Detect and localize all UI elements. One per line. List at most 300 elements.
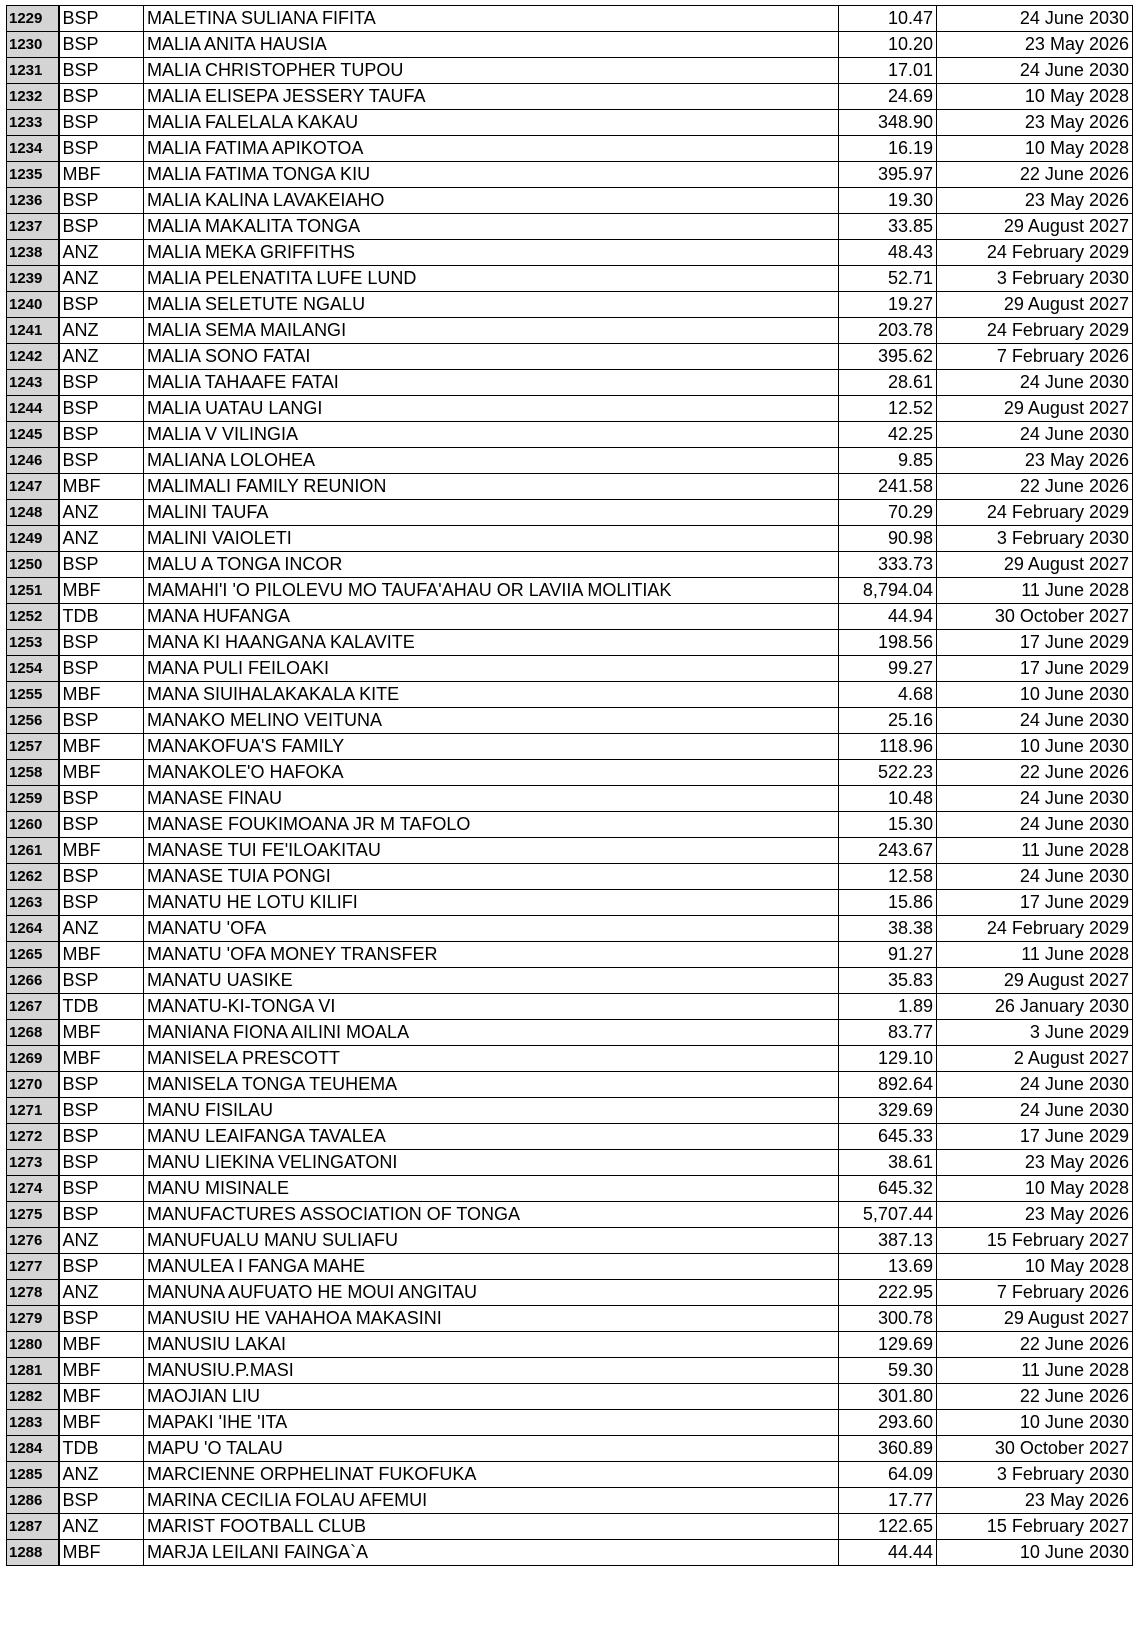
row-number-cell: 1238 [7, 240, 59, 266]
account-name-cell: MALIA ELISEPA JESSERY TAUFA [144, 84, 839, 110]
row-number-cell: 1281 [7, 1358, 59, 1384]
expiry-date-cell: 29 August 2027 [937, 1306, 1133, 1332]
row-number-cell: 1242 [7, 344, 59, 370]
table-row [7, 1150, 1133, 1176]
bank-code-cell: ANZ [59, 1228, 144, 1254]
account-name-cell: MANISELA PRESCOTT [144, 1046, 839, 1072]
bank-code-cell: BSP [59, 812, 144, 838]
bank-code-cell: BSP [59, 708, 144, 734]
bank-code-cell: MBF [59, 682, 144, 708]
account-name-cell: MALIA KALINA LAVAKEIAHO [144, 188, 839, 214]
amount-cell: 38.38 [839, 916, 937, 942]
amount-cell: 329.69 [839, 1098, 937, 1124]
bank-code-cell: MBF [59, 1540, 144, 1566]
row-number-cell: 1282 [7, 1384, 59, 1410]
expiry-date-cell: 7 February 2026 [937, 1280, 1133, 1306]
bank-code-cell: MBF [59, 734, 144, 760]
account-name-cell: MANASE FINAU [144, 786, 839, 812]
account-name-cell: MANU LEAIFANGA TAVALEA [144, 1124, 839, 1150]
bank-code-cell: ANZ [59, 318, 144, 344]
table-row [7, 1488, 1133, 1514]
bank-code-cell: BSP [59, 630, 144, 656]
expiry-date-cell: 29 August 2027 [937, 552, 1133, 578]
table-row [7, 188, 1133, 214]
row-number-cell: 1270 [7, 1072, 59, 1098]
amount-cell: 16.19 [839, 136, 937, 162]
row-number-cell: 1229 [7, 6, 59, 32]
account-name-cell: MALETINA SULIANA FIFITA [144, 6, 839, 32]
table-row [7, 1228, 1133, 1254]
amount-cell: 360.89 [839, 1436, 937, 1462]
bank-code-cell: MBF [59, 1046, 144, 1072]
table-row [7, 1072, 1133, 1098]
amount-cell: 12.52 [839, 396, 937, 422]
bank-code-cell: MBF [59, 474, 144, 500]
table-row [7, 110, 1133, 136]
row-number-cell: 1264 [7, 916, 59, 942]
bank-code-cell: BSP [59, 786, 144, 812]
table-row [7, 786, 1133, 812]
expiry-date-cell: 24 June 2030 [937, 422, 1133, 448]
amount-cell: 348.90 [839, 110, 937, 136]
row-number-cell: 1268 [7, 1020, 59, 1046]
account-name-cell: MALIA SEMA MAILANGI [144, 318, 839, 344]
table-row [7, 734, 1133, 760]
row-number-cell: 1286 [7, 1488, 59, 1514]
table-row [7, 136, 1133, 162]
table-row [7, 370, 1133, 396]
row-number-cell: 1254 [7, 656, 59, 682]
account-name-cell: MANASE TUI FE'ILOAKITAU [144, 838, 839, 864]
account-name-cell: MALINI TAUFA [144, 500, 839, 526]
table-row [7, 240, 1133, 266]
amount-cell: 8,794.04 [839, 578, 937, 604]
row-number-cell: 1250 [7, 552, 59, 578]
row-number-cell: 1230 [7, 32, 59, 58]
expiry-date-cell: 17 June 2029 [937, 890, 1133, 916]
bank-code-cell: TDB [59, 994, 144, 1020]
table-row [7, 890, 1133, 916]
amount-cell: 129.69 [839, 1332, 937, 1358]
expiry-date-cell: 24 June 2030 [937, 1098, 1133, 1124]
expiry-date-cell: 7 February 2026 [937, 344, 1133, 370]
table-row [7, 864, 1133, 890]
table-row [7, 1254, 1133, 1280]
row-number-cell: 1232 [7, 84, 59, 110]
table-row [7, 708, 1133, 734]
bank-code-cell: BSP [59, 422, 144, 448]
amount-cell: 222.95 [839, 1280, 937, 1306]
expiry-date-cell: 17 June 2029 [937, 630, 1133, 656]
account-name-cell: MARIST FOOTBALL CLUB [144, 1514, 839, 1540]
table-row [7, 58, 1133, 84]
table-row [7, 968, 1133, 994]
account-name-cell: MALIA MEKA GRIFFITHS [144, 240, 839, 266]
account-name-cell: MANATU UASIKE [144, 968, 839, 994]
bank-code-cell: BSP [59, 1488, 144, 1514]
row-number-cell: 1239 [7, 266, 59, 292]
account-name-cell: MALIA PELENATITA LUFE LUND [144, 266, 839, 292]
amount-cell: 9.85 [839, 448, 937, 474]
expiry-date-cell: 23 May 2026 [937, 188, 1133, 214]
expiry-date-cell: 24 February 2029 [937, 240, 1133, 266]
bank-code-cell: ANZ [59, 240, 144, 266]
table-row [7, 1540, 1133, 1566]
amount-cell: 10.47 [839, 6, 937, 32]
expiry-date-cell: 24 June 2030 [937, 58, 1133, 84]
bank-code-cell: MBF [59, 1020, 144, 1046]
expiry-date-cell: 17 June 2029 [937, 1124, 1133, 1150]
amount-cell: 17.01 [839, 58, 937, 84]
amount-cell: 395.97 [839, 162, 937, 188]
expiry-date-cell: 29 August 2027 [937, 396, 1133, 422]
table-body [7, 6, 1133, 1566]
expiry-date-cell: 3 June 2029 [937, 1020, 1133, 1046]
expiry-date-cell: 2 August 2027 [937, 1046, 1133, 1072]
row-number-cell: 1259 [7, 786, 59, 812]
bank-code-cell: BSP [59, 396, 144, 422]
amount-cell: 19.30 [839, 188, 937, 214]
row-number-cell: 1280 [7, 1332, 59, 1358]
expiry-date-cell: 10 May 2028 [937, 84, 1133, 110]
amount-cell: 15.86 [839, 890, 937, 916]
amount-cell: 333.73 [839, 552, 937, 578]
bank-code-cell: MBF [59, 1384, 144, 1410]
account-name-cell: MANA KI HAANGANA KALAVITE [144, 630, 839, 656]
expiry-date-cell: 23 May 2026 [937, 448, 1133, 474]
table-row [7, 1384, 1133, 1410]
table-row [7, 604, 1133, 630]
amount-cell: 241.58 [839, 474, 937, 500]
expiry-date-cell: 11 June 2028 [937, 578, 1133, 604]
amount-cell: 203.78 [839, 318, 937, 344]
table-row [7, 812, 1133, 838]
row-number-cell: 1247 [7, 474, 59, 500]
row-number-cell: 1279 [7, 1306, 59, 1332]
amount-cell: 83.77 [839, 1020, 937, 1046]
row-number-cell: 1237 [7, 214, 59, 240]
row-number-cell: 1252 [7, 604, 59, 630]
expiry-date-cell: 29 August 2027 [937, 214, 1133, 240]
account-name-cell: MAOJIAN LIU [144, 1384, 839, 1410]
account-name-cell: MALIANA LOLOHEA [144, 448, 839, 474]
table-row [7, 448, 1133, 474]
table-row [7, 396, 1133, 422]
row-number-cell: 1271 [7, 1098, 59, 1124]
account-name-cell: MANA PULI FEILOAKI [144, 656, 839, 682]
account-name-cell: MALIA UATAU LANGI [144, 396, 839, 422]
amount-cell: 25.16 [839, 708, 937, 734]
expiry-date-cell: 10 May 2028 [937, 136, 1133, 162]
account-name-cell: MALU A TONGA INCOR [144, 552, 839, 578]
row-number-cell: 1255 [7, 682, 59, 708]
row-number-cell: 1251 [7, 578, 59, 604]
amount-cell: 122.65 [839, 1514, 937, 1540]
amount-cell: 52.71 [839, 266, 937, 292]
bank-code-cell: BSP [59, 1306, 144, 1332]
row-number-cell: 1258 [7, 760, 59, 786]
expiry-date-cell: 10 June 2030 [937, 734, 1133, 760]
row-number-cell: 1285 [7, 1462, 59, 1488]
amount-cell: 13.69 [839, 1254, 937, 1280]
account-name-cell: MANUFUALU MANU SULIAFU [144, 1228, 839, 1254]
account-name-cell: MALIA ANITA HAUSIA [144, 32, 839, 58]
row-number-cell: 1272 [7, 1124, 59, 1150]
expiry-date-cell: 24 June 2030 [937, 1072, 1133, 1098]
bank-code-cell: BSP [59, 968, 144, 994]
expiry-date-cell: 22 June 2026 [937, 1384, 1133, 1410]
expiry-date-cell: 3 February 2030 [937, 266, 1133, 292]
account-name-cell: MANU LIEKINA VELINGATONI [144, 1150, 839, 1176]
row-number-cell: 1256 [7, 708, 59, 734]
row-number-cell: 1267 [7, 994, 59, 1020]
expiry-date-cell: 24 June 2030 [937, 786, 1133, 812]
bank-code-cell: BSP [59, 448, 144, 474]
amount-cell: 24.69 [839, 84, 937, 110]
expiry-date-cell: 10 June 2030 [937, 1410, 1133, 1436]
row-number-cell: 1249 [7, 526, 59, 552]
account-name-cell: MARJA LEILANI FAINGA`A [144, 1540, 839, 1566]
row-number-cell: 1257 [7, 734, 59, 760]
account-name-cell: MANA SIUIHALAKAKALA KITE [144, 682, 839, 708]
amount-cell: 48.43 [839, 240, 937, 266]
bank-code-cell: BSP [59, 110, 144, 136]
bank-code-cell: BSP [59, 136, 144, 162]
bank-code-cell: MBF [59, 942, 144, 968]
table-row [7, 552, 1133, 578]
account-name-cell: MAPU 'O TALAU [144, 1436, 839, 1462]
expiry-date-cell: 23 May 2026 [937, 110, 1133, 136]
account-name-cell: MALIA TAHAAFE FATAI [144, 370, 839, 396]
amount-cell: 892.64 [839, 1072, 937, 1098]
expiry-date-cell: 24 February 2029 [937, 318, 1133, 344]
table-row [7, 682, 1133, 708]
row-number-cell: 1262 [7, 864, 59, 890]
row-number-cell: 1260 [7, 812, 59, 838]
amount-cell: 5,707.44 [839, 1202, 937, 1228]
table-row [7, 630, 1133, 656]
bank-code-cell: BSP [59, 292, 144, 318]
account-name-cell: MALIA MAKALITA TONGA [144, 214, 839, 240]
amount-cell: 59.30 [839, 1358, 937, 1384]
amount-cell: 19.27 [839, 292, 937, 318]
account-name-cell: MALIA FALELALA KAKAU [144, 110, 839, 136]
expiry-date-cell: 30 October 2027 [937, 604, 1133, 630]
expiry-date-cell: 10 June 2030 [937, 1540, 1133, 1566]
amount-cell: 42.25 [839, 422, 937, 448]
amount-cell: 90.98 [839, 526, 937, 552]
amount-cell: 395.62 [839, 344, 937, 370]
account-name-cell: MANUFACTURES ASSOCIATION OF TONGA [144, 1202, 839, 1228]
row-number-cell: 1248 [7, 500, 59, 526]
table-row [7, 318, 1133, 344]
bank-code-cell: TDB [59, 1436, 144, 1462]
amount-cell: 99.27 [839, 656, 937, 682]
table-row [7, 162, 1133, 188]
row-number-cell: 1283 [7, 1410, 59, 1436]
amount-cell: 28.61 [839, 370, 937, 396]
bank-code-cell: ANZ [59, 1462, 144, 1488]
table-row [7, 838, 1133, 864]
bank-code-cell: MBF [59, 578, 144, 604]
table-row [7, 214, 1133, 240]
bank-code-cell: BSP [59, 1150, 144, 1176]
row-number-cell: 1278 [7, 1280, 59, 1306]
row-number-cell: 1274 [7, 1176, 59, 1202]
bank-code-cell: BSP [59, 1124, 144, 1150]
row-number-cell: 1276 [7, 1228, 59, 1254]
table-row [7, 1332, 1133, 1358]
table-row [7, 266, 1133, 292]
account-name-cell: MANATU 'OFA [144, 916, 839, 942]
row-number-cell: 1273 [7, 1150, 59, 1176]
table-row [7, 1514, 1133, 1540]
expiry-date-cell: 3 February 2030 [937, 526, 1133, 552]
row-number-cell: 1287 [7, 1514, 59, 1540]
account-name-cell: MARINA CECILIA FOLAU AFEMUI [144, 1488, 839, 1514]
bank-code-cell: BSP [59, 214, 144, 240]
bank-code-cell: ANZ [59, 266, 144, 292]
table-row [7, 1410, 1133, 1436]
account-name-cell: MANA HUFANGA [144, 604, 839, 630]
expiry-date-cell: 24 June 2030 [937, 864, 1133, 890]
amount-cell: 10.20 [839, 32, 937, 58]
row-number-cell: 1236 [7, 188, 59, 214]
bank-code-cell: ANZ [59, 1514, 144, 1540]
expiry-date-cell: 24 February 2029 [937, 916, 1133, 942]
account-name-cell: MALIA FATIMA APIKOTOA [144, 136, 839, 162]
bank-code-cell: BSP [59, 1202, 144, 1228]
account-name-cell: MANASE FOUKIMOANA JR M TAFOLO [144, 812, 839, 838]
row-number-cell: 1265 [7, 942, 59, 968]
table-row [7, 422, 1133, 448]
bank-code-cell: BSP [59, 552, 144, 578]
table-row [7, 1462, 1133, 1488]
bank-code-cell: BSP [59, 1176, 144, 1202]
expiry-date-cell: 26 January 2030 [937, 994, 1133, 1020]
account-name-cell: MANAKOLE'O HAFOKA [144, 760, 839, 786]
expiry-date-cell: 30 October 2027 [937, 1436, 1133, 1462]
bank-code-cell: BSP [59, 864, 144, 890]
table-row [7, 344, 1133, 370]
account-name-cell: MANUSIU.P.MASI [144, 1358, 839, 1384]
table-row [7, 526, 1133, 552]
account-name-cell: MANATU-KI-TONGA VI [144, 994, 839, 1020]
amount-cell: 10.48 [839, 786, 937, 812]
row-number-cell: 1263 [7, 890, 59, 916]
expiry-date-cell: 15 February 2027 [937, 1228, 1133, 1254]
table-row [7, 760, 1133, 786]
table-row [7, 656, 1133, 682]
expiry-date-cell: 24 June 2030 [937, 708, 1133, 734]
account-name-cell: MAMAHI'I 'O PILOLEVU MO TAUFA'AHAU OR LAVIIA MOLITIAK [144, 578, 839, 604]
bank-code-cell: ANZ [59, 344, 144, 370]
amount-cell: 35.83 [839, 968, 937, 994]
amount-cell: 645.32 [839, 1176, 937, 1202]
bank-code-cell: BSP [59, 890, 144, 916]
amount-cell: 293.60 [839, 1410, 937, 1436]
bank-code-cell: ANZ [59, 500, 144, 526]
account-name-cell: MALIA SONO FATAI [144, 344, 839, 370]
bank-code-cell: BSP [59, 84, 144, 110]
expiry-date-cell: 22 June 2026 [937, 1332, 1133, 1358]
amount-cell: 243.67 [839, 838, 937, 864]
account-name-cell: MALIA FATIMA TONGA KIU [144, 162, 839, 188]
amount-cell: 44.94 [839, 604, 937, 630]
bank-code-cell: MBF [59, 162, 144, 188]
bank-code-cell: BSP [59, 32, 144, 58]
expiry-date-cell: 23 May 2026 [937, 32, 1133, 58]
account-name-cell: MANATU 'OFA MONEY TRANSFER [144, 942, 839, 968]
row-number-cell: 1288 [7, 1540, 59, 1566]
amount-cell: 300.78 [839, 1306, 937, 1332]
expiry-date-cell: 11 June 2028 [937, 1358, 1133, 1384]
row-number-cell: 1246 [7, 448, 59, 474]
table-row [7, 500, 1133, 526]
table-row [7, 1358, 1133, 1384]
table-row [7, 1306, 1133, 1332]
account-name-cell: MAPAKI 'IHE 'ITA [144, 1410, 839, 1436]
account-name-cell: MARCIENNE ORPHELINAT FUKOFUKA [144, 1462, 839, 1488]
row-number-cell: 1275 [7, 1202, 59, 1228]
bank-code-cell: BSP [59, 6, 144, 32]
bank-code-cell: BSP [59, 370, 144, 396]
amount-cell: 129.10 [839, 1046, 937, 1072]
row-number-cell: 1240 [7, 292, 59, 318]
expiry-date-cell: 24 February 2029 [937, 500, 1133, 526]
amount-cell: 118.96 [839, 734, 937, 760]
table-row [7, 1202, 1133, 1228]
table-row [7, 84, 1133, 110]
table-row [7, 1436, 1133, 1462]
bank-code-cell: BSP [59, 1072, 144, 1098]
row-number-cell: 1231 [7, 58, 59, 84]
expiry-date-cell: 10 May 2028 [937, 1176, 1133, 1202]
table-row [7, 1176, 1133, 1202]
row-number-cell: 1269 [7, 1046, 59, 1072]
table-row [7, 994, 1133, 1020]
row-number-cell: 1233 [7, 110, 59, 136]
expiry-date-cell: 10 May 2028 [937, 1254, 1133, 1280]
table-row [7, 916, 1133, 942]
expiry-date-cell: 10 June 2030 [937, 682, 1133, 708]
accounts-table [6, 5, 1133, 1566]
row-number-cell: 1266 [7, 968, 59, 994]
table-row [7, 1020, 1133, 1046]
amount-cell: 17.77 [839, 1488, 937, 1514]
row-number-cell: 1235 [7, 162, 59, 188]
row-number-cell: 1243 [7, 370, 59, 396]
bank-code-cell: BSP [59, 188, 144, 214]
amount-cell: 12.58 [839, 864, 937, 890]
table-row [7, 474, 1133, 500]
account-name-cell: MANUSIU LAKAI [144, 1332, 839, 1358]
bank-code-cell: ANZ [59, 526, 144, 552]
expiry-date-cell: 15 February 2027 [937, 1514, 1133, 1540]
account-name-cell: MANASE TUIA PONGI [144, 864, 839, 890]
amount-cell: 38.61 [839, 1150, 937, 1176]
account-name-cell: MALIMALI FAMILY REUNION [144, 474, 839, 500]
account-name-cell: MALIA SELETUTE NGALU [144, 292, 839, 318]
expiry-date-cell: 11 June 2028 [937, 838, 1133, 864]
amount-cell: 645.33 [839, 1124, 937, 1150]
bank-code-cell: BSP [59, 656, 144, 682]
account-name-cell: MANUSIU HE VAHAHOA MAKASINI [144, 1306, 839, 1332]
amount-cell: 522.23 [839, 760, 937, 786]
expiry-date-cell: 24 June 2030 [937, 370, 1133, 396]
account-name-cell: MANAKOFUA'S FAMILY [144, 734, 839, 760]
expiry-date-cell: 11 June 2028 [937, 942, 1133, 968]
